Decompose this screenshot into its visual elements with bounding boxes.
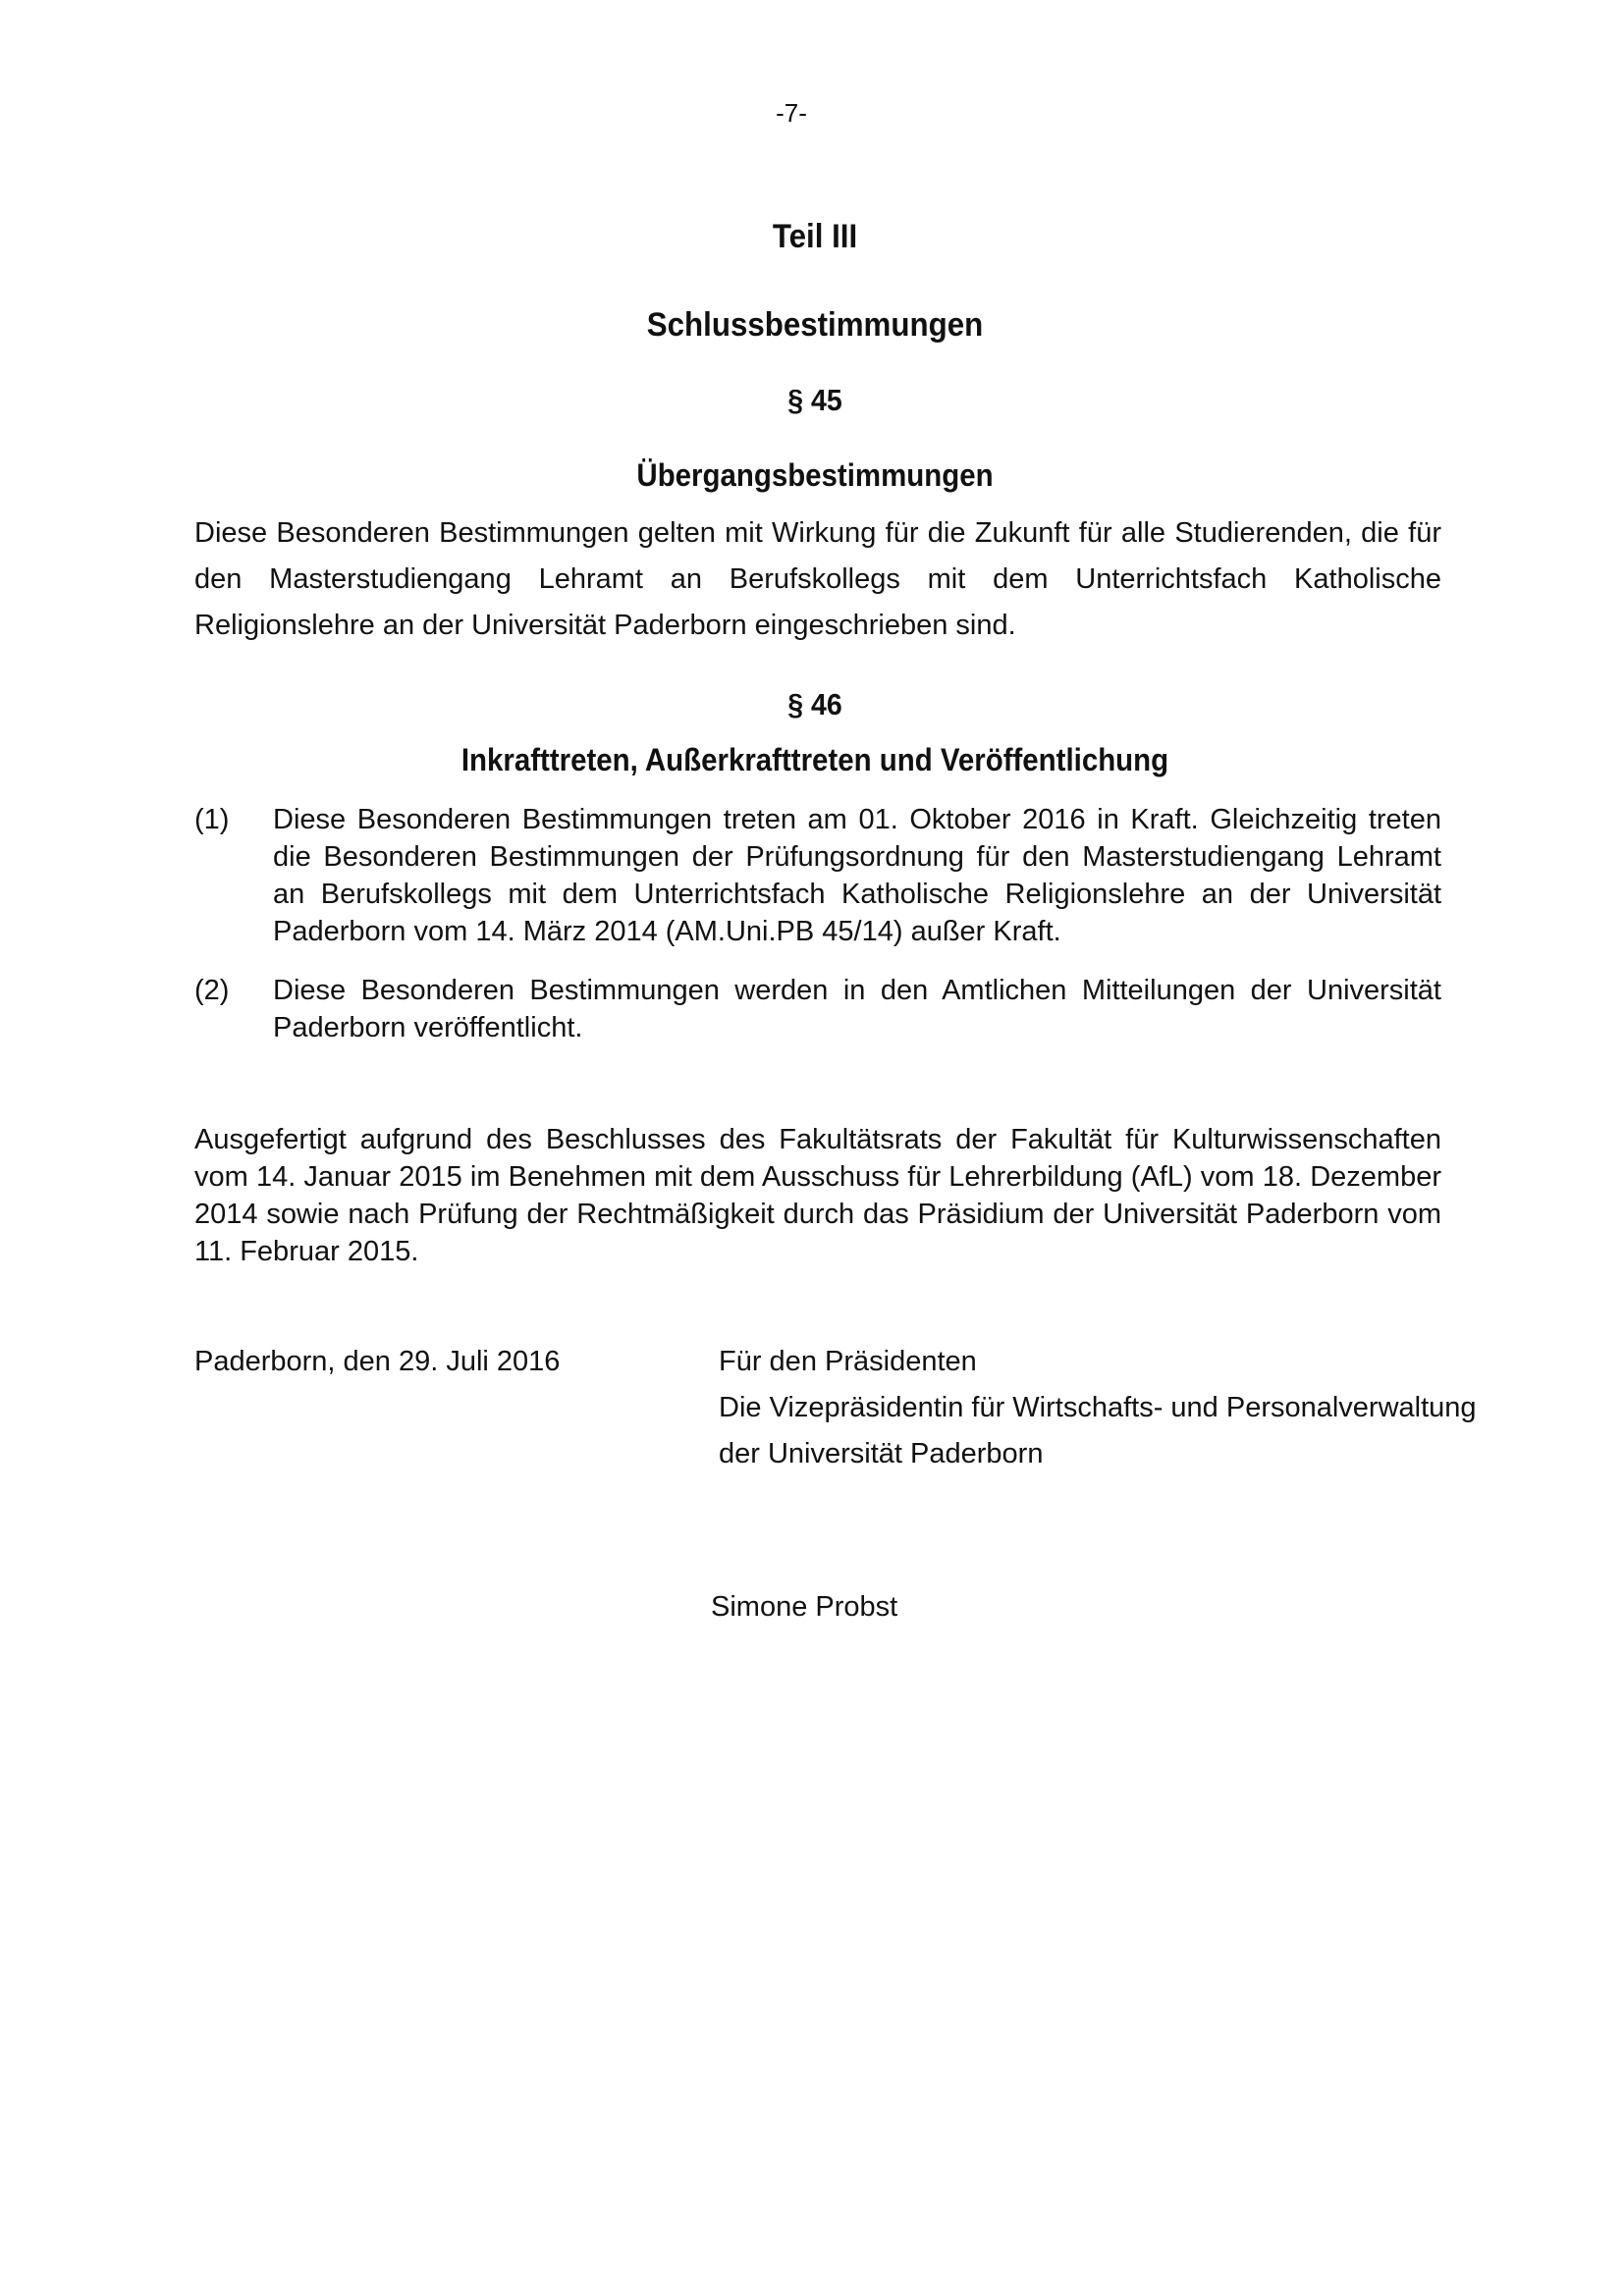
section-46-title: Inkrafttreten, Außerkrafttreten und Veröffentlichung — [460, 742, 1169, 777]
signatory-line-1: Für den Präsidenten — [719, 1346, 977, 1377]
part-title: Schlussbestimmungen — [646, 306, 984, 344]
signatory-line-3: der Universität Paderborn — [719, 1438, 1044, 1469]
item-text: Diese Besonderen Bestimmungen werden in den Amtlichen Mitteilungen der Universität Paderborn veröffentlicht. — [273, 975, 1441, 1043]
signatory-line-2: Die Vizepräsidentin für Wirtschafts- und Personalverwaltung — [719, 1392, 1477, 1423]
closing-paragraph: Ausgefertigt aufgrund des Beschlusses des Fakultätsrats der Fakultät für Kulturwissenschaften vom 14. Januar 2015 im Benehmen mit dem Ausschuss für Lehrerbildung (AfL) vom 18. Dezember 2014 sowie nach Prüfung der Rechtmäßigkeit durch das Präsidium der Universität Paderborn vom 11. Februar 2015. — [194, 1124, 1441, 1267]
item-text: Diese Besonderen Bestimmungen treten am 01. Oktober 2016 in Kraft. Gleichzeitig treten die Besonderen Bestimmungen der Prüfungsordnung für den Masterstudiengang Lehramt an Berufskollegs mit dem Unterrichtsfach Katholische Religionslehre an der Universität Paderborn vom 14. März 2014 (AM.Uni.PB 45/14) außer Kraft. — [273, 804, 1441, 947]
section-46-item-1 — [194, 801, 1441, 950]
section-46-number: § 46 — [787, 687, 842, 721]
page-number: -7- — [776, 98, 807, 128]
signatory-block — [719, 1339, 1477, 1477]
section-45-text: Diese Besonderen Bestimmungen gelten mit Wirkung für die Zukunft für alle Studierenden, die für den Masterstudiengang Lehramt an Berufskollegs mit dem Unterrichtsfach Katholische Religionslehre an der Universität Paderborn eingeschrieben sind. — [194, 517, 1441, 641]
part-label: Teil III — [772, 218, 858, 255]
place-date: Paderborn, den 29. Juli 2016 — [194, 1346, 561, 1377]
section-45-title: Übergangsbestimmungen — [636, 457, 994, 493]
item-number: (2) — [194, 975, 230, 1006]
section-46-item-2 — [194, 972, 1441, 1046]
signatory-name: Simone Probst — [711, 1591, 898, 1623]
item-number: (1) — [194, 804, 230, 835]
section-45-number: § 45 — [787, 383, 842, 417]
